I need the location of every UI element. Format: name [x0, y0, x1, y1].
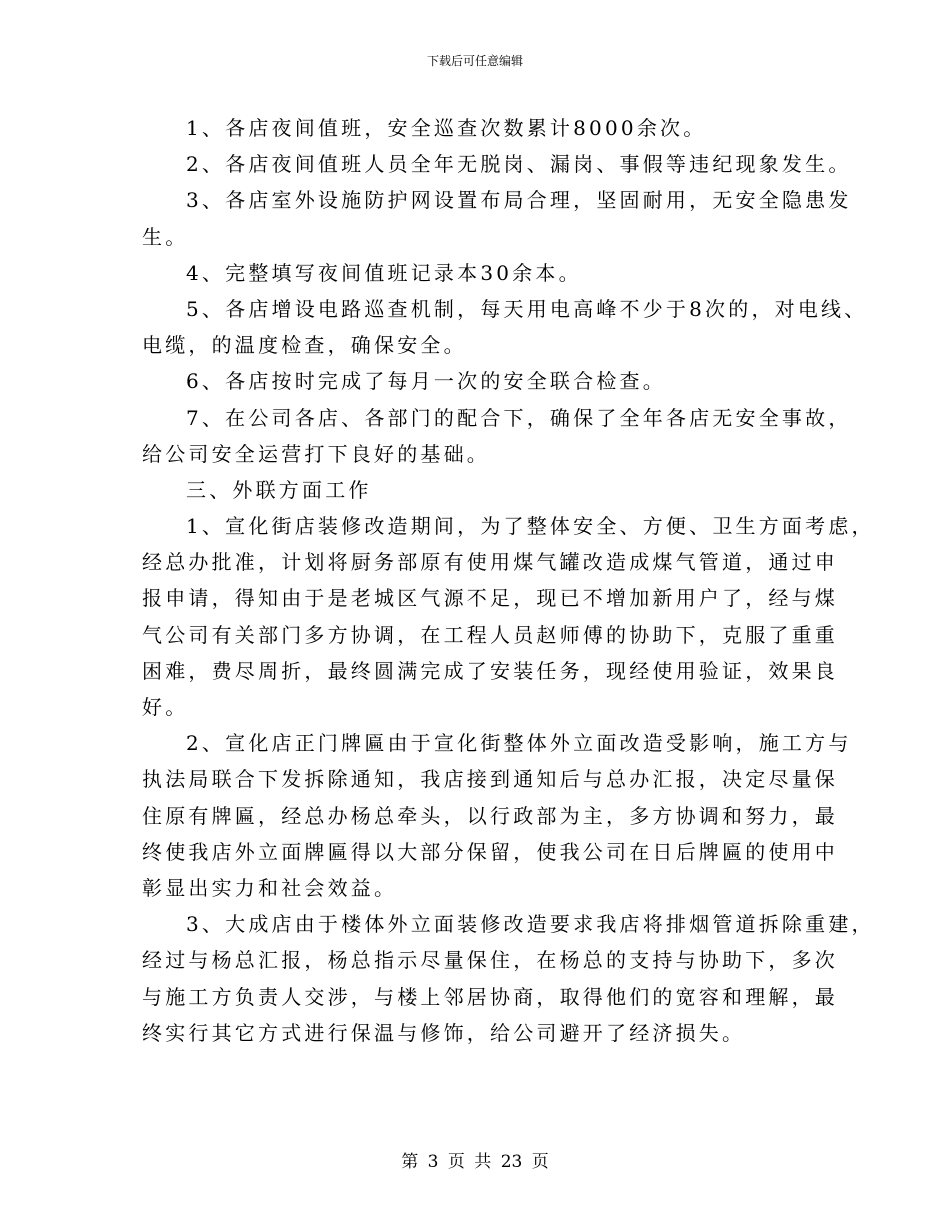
- text-line: 报申请，得知由于是老城区气源不足，现已不增加新用户了，经与煤: [142, 586, 838, 611]
- text-line: 经总办批准，计划将厨务部原有使用煤气罐改造成煤气管道，通过申: [142, 550, 838, 575]
- text-line: 7、在公司各店、各部门的配合下，确保了全年各店无安全事故，: [186, 405, 852, 430]
- section-heading: 三、外联方面工作: [186, 477, 372, 502]
- text-line: 6、各店按时完成了每月一次的安全联合检查。: [186, 369, 666, 394]
- text-line: 困难，费尽周折，最终圆满完成了安装任务，现经使用验证，效果良: [142, 658, 838, 683]
- text-line: 与施工方负责人交涉，与楼上邻居协商，取得他们的宽容和理解，最: [142, 984, 838, 1009]
- text-line: 执法局联合下发拆除通知，我店接到通知后与总办汇报，决定尽量保: [142, 767, 838, 792]
- document-body: [142, 110, 875, 1051]
- text-line: 3、大成店由于楼体外立面装修改造要求我店将排烟管道拆除重建，: [186, 912, 875, 937]
- page-number: 第 3 页 共 23 页: [401, 1152, 549, 1172]
- text-line: 住原有牌匾，经总办杨总牵头，以行政部为主，多方协调和努力，最: [142, 803, 838, 828]
- text-line: 终使我店外立面牌匾得以大部分保留，使我公司在日后牌匾的使用中: [142, 839, 838, 864]
- text-line: 给公司安全运营打下良好的基础。: [142, 441, 490, 466]
- text-line: 4、完整填写夜间值班记录本30余本。: [186, 260, 582, 285]
- text-line: 好。: [142, 695, 189, 719]
- text-line: 生。: [142, 224, 189, 249]
- text-line: 2、各店夜间值班人员全年无脱岗、漏岗、事假等违纪现象发生。: [186, 152, 852, 177]
- text-line: 1、各店夜间值班，安全巡查次数累计8000余次。: [186, 116, 707, 140]
- text-line: 5、各店增设电路巡查机制，每天用电高峰不少于8次的，对电线、: [186, 296, 868, 321]
- text-line: 终实行其它方式进行保温与修饰，给公司避开了经济损失。: [142, 1020, 746, 1045]
- text-line: 经过与杨总汇报，杨总指示尽量保住，在杨总的支持与协助下，多次: [142, 948, 838, 973]
- text-line: 气公司有关部门多方协调，在工程人员赵师傅的协助下，克服了重重: [142, 622, 838, 647]
- page-header-note: 下载后可任意编辑: [426, 54, 523, 68]
- text-line: 3、各店室外设施防护网设置布局合理，坚固耐用，无安全隐患发: [186, 188, 852, 213]
- text-line: 彰显出实力和社会效益。: [142, 875, 398, 900]
- text-line: 电缆，的温度检查，确保安全。: [142, 333, 467, 358]
- text-line: 2、宣化店正门牌匾由于宣化街整体外立面改造受影响，施工方与: [186, 731, 852, 756]
- text-line: 1、宣化街店装修改造期间，为了整体安全、方便、卫生方面考虑，: [186, 514, 875, 539]
